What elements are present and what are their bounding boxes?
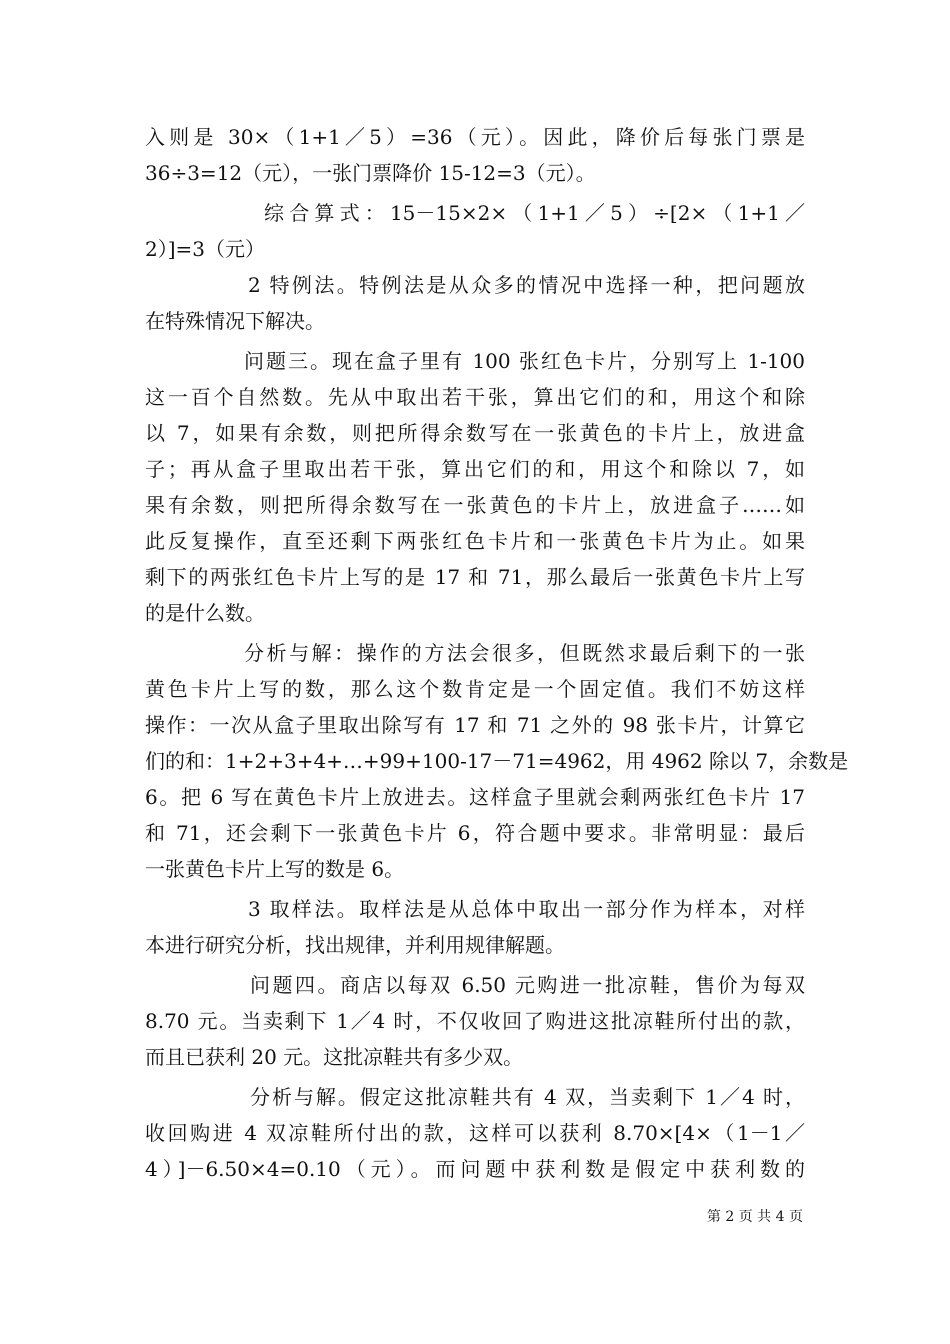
text-line: 在特殊情况下解决。 (145, 309, 325, 333)
text-line: 们的和：1+2+3+4+…+99+100-17－71=4962，用 4962 除以 7，余数是 (145, 749, 849, 773)
text-line: 3 取样法。取样法是从总体中取出一部分作为样本，对样 (248, 897, 805, 921)
text-line: 2）]=3（元） (145, 237, 266, 261)
page-footer: 第 2 页 共 4 页 (706, 1209, 803, 1225)
text-line: 此反复操作，直至还剩下两张红色卡片和一张黄色卡片为止。如果 (145, 529, 805, 553)
text-line: 8.70 元。当卖剩下 1／4 时，不仅收回了购进这批凉鞋所付出的款， (145, 1009, 805, 1033)
text-line: 黄色卡片上写的数，那么这个数肯定是一个固定值。我们不妨这样 (145, 677, 805, 701)
text-line: 和 71，还会剩下一张黄色卡片 6，符合题中要求。非常明显：最后 (145, 821, 805, 845)
text-line: 分析与解：操作的方法会很多，但既然求最后剩下的一张 (244, 641, 805, 665)
text-line: 分析与解。假定这批凉鞋共有 4 双，当卖剩下 1／4 时， (250, 1085, 805, 1109)
text-line: 本进行研究分析，找出规律，并利用规律解题。 (145, 933, 565, 957)
text-line: 入则是 30×（1+1／5）=36（元）。因此，降价后每张门票是 (145, 125, 805, 149)
text-line: 综合算式：15－15×2×（1+1／5）÷[2×（1+1／ (264, 201, 805, 225)
text-line: 6。把 6 写在黄色卡片上放进去。这样盒子里就会剩两张红色卡片 17 (145, 785, 805, 809)
text-line: 果有余数，则把所得余数写在一张黄色的卡片上，放进盒子……如 (145, 493, 805, 517)
text-line: 2 特例法。特例法是从众多的情况中选择一种，把问题放 (248, 273, 805, 297)
text-line: 的是什么数。 (145, 601, 265, 625)
text-line: 问题四。商店以每双 6.50 元购进一批凉鞋，售价为每双 (250, 973, 805, 997)
text-line: 36÷3=12（元），一张门票降价 15-12=3（元）。 (145, 161, 596, 185)
text-line: 操作：一次从盒子里取出除写有 17 和 71 之外的 98 张卡片，计算它 (145, 713, 805, 737)
text-line: 4）]－6.50×4=0.10（元）。而问题中获利数是假定中获利数的 (145, 1157, 805, 1181)
text-line: 子；再从盒子里取出若干张，算出它们的和，用这个和除以 7，如 (145, 457, 805, 481)
text-line: 一张黄色卡片上写的数是 6。 (145, 857, 405, 881)
text-line: 剩下的两张红色卡片上写的是 17 和 71，那么最后一张黄色卡片上写 (145, 565, 805, 589)
text-line: 问题三。现在盒子里有 100 张红色卡片，分别写上 1-100 (244, 349, 805, 373)
text-line: 以 7，如果有余数，则把所得余数写在一张黄色的卡片上，放进盒 (145, 421, 805, 445)
text-line: 这一百个自然数。先从中取出若干张，算出它们的和，用这个和除 (145, 385, 805, 409)
text-line: 而且已获利 20 元。这批凉鞋共有多少双。 (145, 1045, 524, 1069)
text-line: 收回购进 4 双凉鞋所付出的款，这样可以获利 8.70×[4×（1－1／ (145, 1121, 805, 1145)
